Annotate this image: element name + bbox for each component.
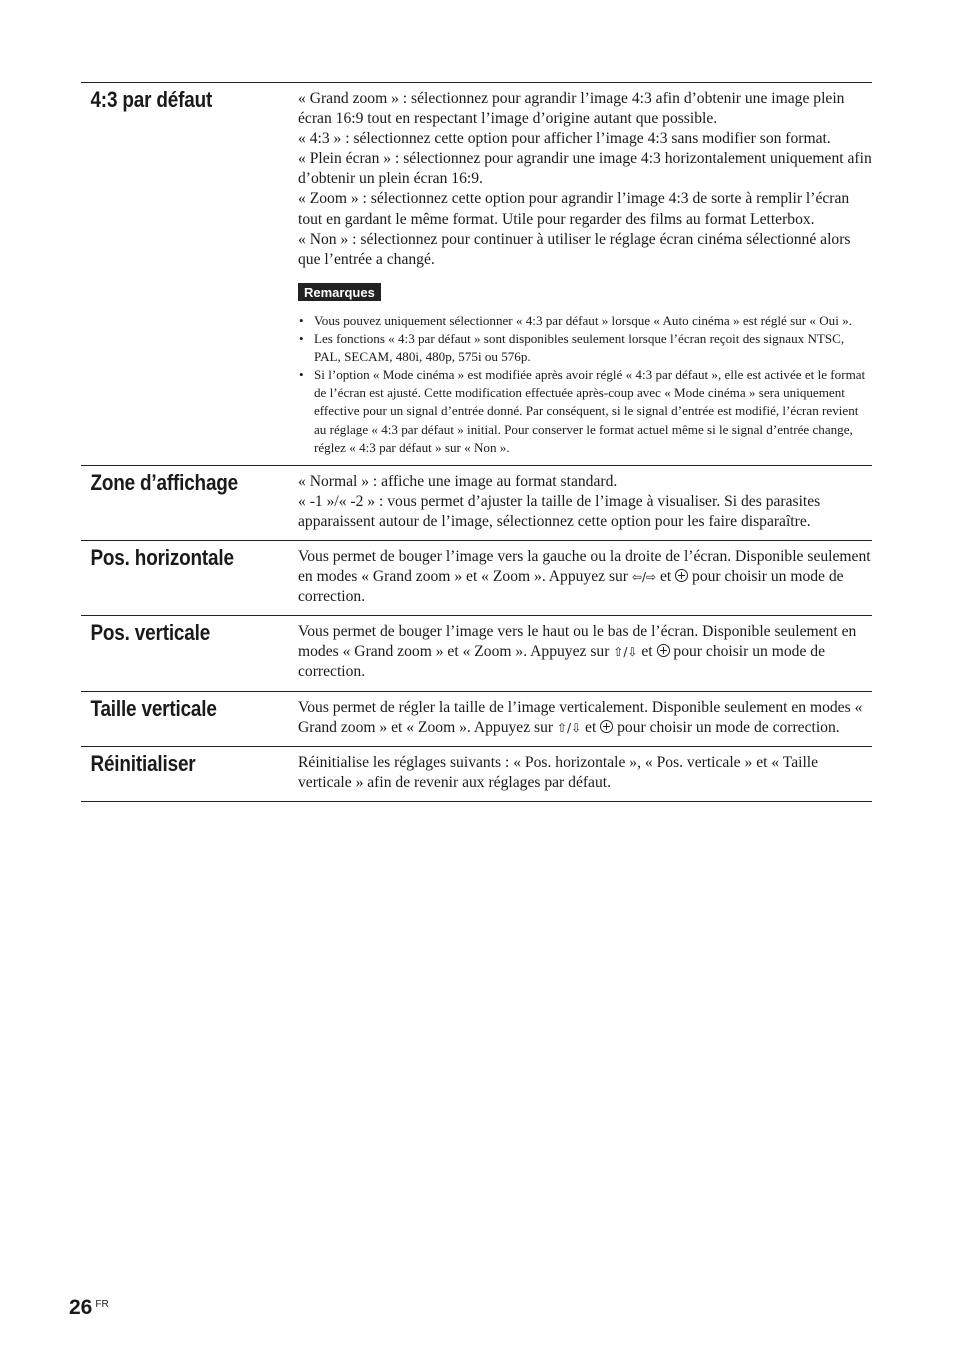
table-row-reinitialiser — [81, 747, 872, 802]
description-text: Vous permet de bouger l’image vers la gauche ou la droite de l’écran. Disponible seulement en modes « Grand zoom » et « Zoom ». Appuyez sur — [298, 547, 871, 586]
note-item: • Les fonctions « 4:3 par défaut » sont disponibles seulement lorsque l’écran reçoit des signaux NTSC, PAL, SECAM, 480i, 480p, 575i ou 576p. — [298, 330, 872, 366]
note-item: • Vous pouvez uniquement sélectionner « 4:3 par défaut » lorsque « Auto cinéma » est réglé sur « Oui ». — [298, 312, 872, 330]
description-paragraph: « Zoom » : sélectionnez cette option pour agrandir l’image 4:3 de sorte à remplir l’écran tout en gardant le même format. Utile pour regarder des films au format Letterbox. — [298, 190, 850, 228]
setting-description — [298, 747, 872, 801]
description-paragraph — [298, 622, 872, 682]
table-row-pos-horizontale — [81, 541, 872, 616]
setting-term: Pos. horizontale — [90, 544, 234, 570]
table-row-43-par-defaut — [81, 83, 872, 466]
table-row-zone-affichage — [81, 466, 872, 541]
left-right-arrow-icon: ⇦/⇨ — [631, 570, 657, 585]
page-language: FR — [95, 1299, 109, 1310]
description-text: et — [656, 568, 676, 586]
setting-description — [298, 83, 872, 465]
description-text: et — [581, 718, 601, 736]
enter-button-icon — [675, 569, 688, 582]
table-row-pos-verticale — [81, 616, 872, 691]
setting-term: 4:3 par défaut — [90, 87, 213, 112]
notes-badge: Remarques — [298, 283, 381, 301]
notes-list — [298, 312, 872, 457]
page-number-value: 26 — [69, 1296, 93, 1319]
enter-button-icon — [657, 644, 670, 657]
description-paragraph: « Normal » : affiche une image au format standard. — [298, 472, 618, 490]
setting-description — [298, 616, 872, 690]
description-paragraph: Réinitialise les réglages suivants : « Pos. horizontale », « Pos. verticale » et « Taille verticale » afin de revenir aux réglages par défaut. — [298, 753, 819, 791]
note-item: • Si l’option « Mode cinéma » est modifiée après avoir réglé « 4:3 par défaut », elle est activée et le format de l’écran est ajusté. Cette modification effectuée après-coup avec « Mode cinéma » sera uniquement effective pour un signal d’entrée donné. Par conséquent, si le signal d’entrée est modifié, l’écran revient au réglage « 4:3 par défaut » initial. Pour conserver le format actuel même si le signal d’entrée change, réglez « 4:3 par défaut » sur « Non ». — [298, 366, 872, 456]
up-down-arrow-icon: ⇧/⇩ — [556, 720, 582, 735]
setting-description — [298, 692, 872, 746]
description-text: pour choisir un mode de correction. — [613, 718, 840, 736]
table-row-taille-verticale — [81, 692, 872, 747]
description-paragraph — [298, 547, 872, 607]
settings-table — [81, 82, 872, 802]
description-text: Vous permet de bouger l’image vers le haut ou le bas de l’écran. Disponible seulement en modes « Grand zoom » et « Zoom ». Appuyez sur — [298, 623, 857, 661]
description-text: pour choisir un mode de correction. — [298, 568, 844, 606]
description-paragraph: « Grand zoom » : sélectionnez pour agrandir l’image 4:3 afin d’obtenir une image plein écran 16:9 tout en respectant l’image d’origine autant que possible. — [298, 90, 845, 128]
description-paragraph — [298, 698, 872, 738]
setting-description — [298, 541, 872, 615]
enter-button-icon — [600, 720, 613, 733]
setting-term: Réinitialiser — [90, 750, 196, 776]
description-text: et — [637, 643, 657, 661]
description-paragraph: « 4:3 » : sélectionnez cette option pour afficher l’image 4:3 sans modifier son format. — [298, 130, 831, 148]
setting-term: Taille verticale — [90, 695, 217, 721]
description-paragraph: « Plein écran » : sélectionnez pour agrandir une image 4:3 horizontalement uniquement afin d’obtenir un plein écran 16:9. — [298, 150, 872, 188]
setting-description — [298, 466, 872, 540]
up-down-arrow-icon: ⇧/⇩ — [613, 645, 638, 660]
description-text: pour choisir un mode de correction. — [298, 643, 825, 681]
description-paragraph: « -1 »/« -2 » : vous permet d’ajuster la taille de l’image à visualiser. Si des parasites apparaissent autour de l’image, sélectionnez cette option pour les faire disparaître. — [298, 492, 821, 530]
setting-term: Pos. verticale — [90, 620, 211, 646]
setting-term: Zone d’affichage — [90, 469, 239, 495]
description-paragraph: « Non » : sélectionnez pour continuer à utiliser le réglage écran cinéma sélectionné alors que l’entrée a changé. — [298, 230, 851, 268]
description-text: Vous permet de régler la taille de l’image verticalement. Disponible seulement en modes « Grand zoom » et « Zoom ». Appuyez sur — [298, 698, 863, 736]
page-number — [69, 1296, 109, 1320]
